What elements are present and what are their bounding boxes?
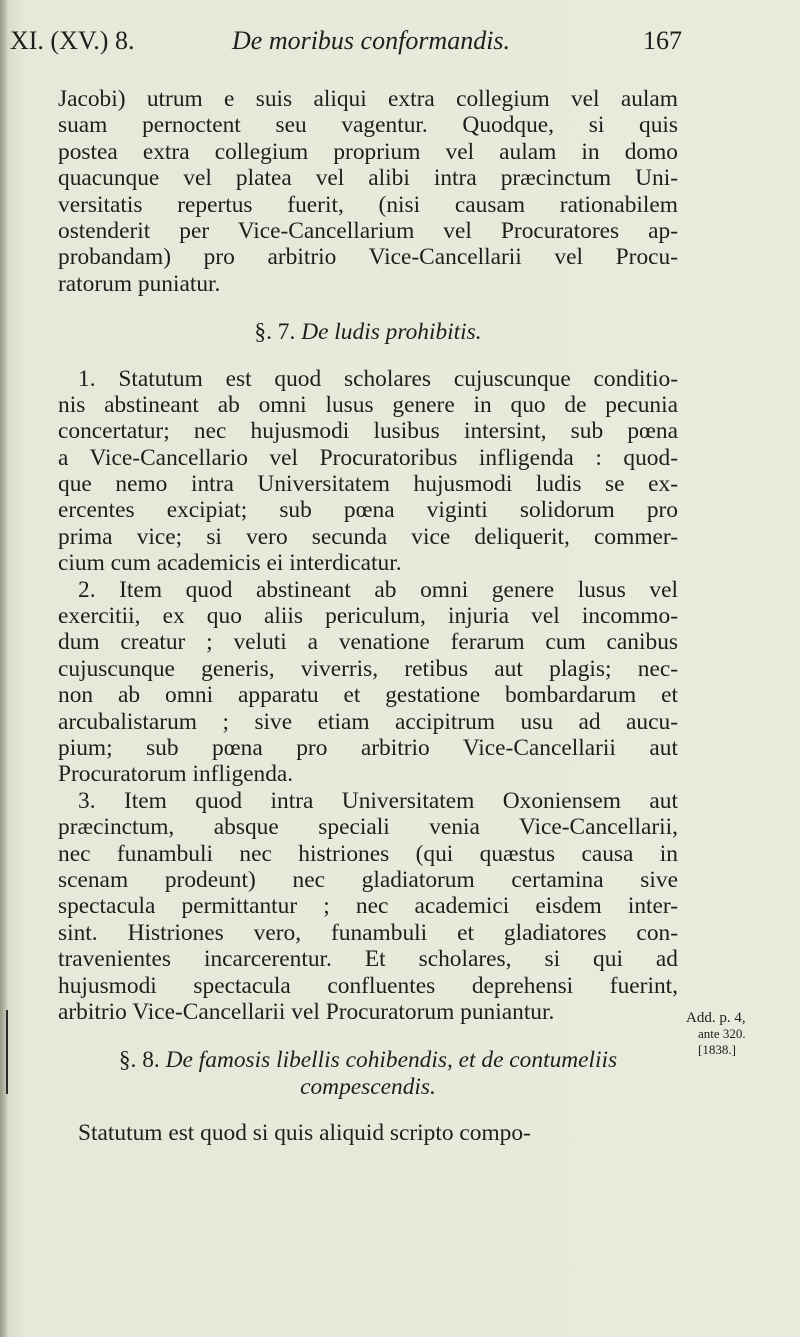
- text-line: nec funambuli nec histriones (qui quæstus causa in: [58, 840, 678, 867]
- section-8-title-continued: compescendis.: [300, 1073, 436, 1100]
- text-line: 2. Item quod abstineant ab omni genere lusus vel: [78, 576, 678, 603]
- margin-note: [686, 1010, 746, 1058]
- text-line: Jacobi) utrum e suis aliqui extra collegium vel aulam: [58, 86, 678, 112]
- text-line: quacunque vel platea vel alibi intra præcinctum Uni-: [58, 165, 678, 192]
- text-line: ostenderit per Vice-Cancellarium vel Procuratores ap-: [58, 217, 678, 244]
- text-line: dum creatur ; veluti a venatione ferarum cum canibus: [58, 629, 678, 656]
- header-running-title: De moribus conformandis.: [232, 26, 511, 55]
- text-line: versitatis repertus fuerit, (nisi causam rationabilem: [58, 191, 678, 218]
- text-line: Procuratorum infligenda.: [58, 761, 294, 788]
- text-line: que nemo intra Universitatem hujusmodi ludis se ex-: [58, 471, 678, 498]
- section-8-heading: [58, 1047, 678, 1073]
- text-line: cujuscunque generis, viverris, retibus aut plagis; nec-: [58, 655, 678, 682]
- text-line: ercentes excipiat; sub pœna viginti solidorum pro: [58, 497, 678, 524]
- section-7-number: §. 7.: [254, 319, 296, 346]
- text-line: postea extra collegium proprium vel aulam in domo: [58, 138, 678, 165]
- gutter-shadow: [0, 0, 8, 1337]
- text-line: cium cum academicis ei interdicatur.: [58, 550, 402, 577]
- section-8-body: [58, 1120, 678, 1146]
- header-section-ref: XI. (XV.) 8.: [10, 26, 135, 55]
- text-line: sint. Histriones vero, funambuli et gladiatores con-: [58, 919, 678, 946]
- text-line: suam pernoctent seu vagentur. Quodque, si quis: [58, 112, 678, 139]
- text-line: hujusmodi spectacula confluentes deprehensi fuerint,: [58, 972, 678, 999]
- text-line: non ab omni apparatu et gestatione bombardarum et: [58, 682, 678, 709]
- margin-note-line: ante 320.: [698, 1026, 746, 1041]
- text-line: nis abstineant ab omni lusus genere in quo de pecunia: [58, 391, 678, 418]
- text-line: 3. Item quod intra Universitatem Oxoniensem aut: [78, 787, 678, 814]
- section-7-body: [58, 366, 678, 1026]
- text-line: arcubalistarum ; sive etiam accipitrum usu ad aucu-: [58, 708, 678, 735]
- section-7-heading: [58, 319, 678, 345]
- text-line: pium; sub pœna pro arbitrio Vice-Cancellarii aut: [58, 734, 678, 761]
- margin-note-line: Add. p. 4,: [686, 1010, 746, 1026]
- text-line: travenientes incarcerentur. Et scholares, si qui ad: [58, 946, 678, 973]
- text-line: probandam) pro arbitrio Vice-Cancellarii vel Procu-: [58, 244, 678, 271]
- margin-note-line: [1838.]: [698, 1042, 736, 1057]
- section-8-number: §. 8.: [118, 1047, 160, 1074]
- text-line: Statutum est quod si quis aliquid scripto compo-: [78, 1120, 531, 1147]
- text-line: præcinctum, absque speciali venia Vice-Cancellarii,: [58, 814, 678, 841]
- text-line: exercitii, ex quo aliis periculum, injuria vel incommo-: [58, 603, 678, 630]
- margin-rule: [6, 1010, 8, 1094]
- text-line: concertatur; nec hujusmodi lusibus intersint, sub pœna: [58, 418, 678, 445]
- section-8-title: De famosis libellis cohibendis, et de contumeliis: [165, 1047, 618, 1074]
- text-line: prima vice; si vero secunda vice deliquerit, commer-: [58, 523, 678, 550]
- section-7-title: De ludis prohibitis.: [301, 319, 482, 346]
- text-line: ratorum puniatur.: [58, 270, 221, 297]
- body-text: [58, 86, 678, 1146]
- running-header: [10, 26, 682, 66]
- text-line: arbitrio Vice-Cancellarii vel Procuratorum puniantur.: [58, 998, 555, 1025]
- text-line: 1. Statutum est quod scholares cujuscunque conditio-: [78, 365, 678, 392]
- header-page-number: 167: [643, 26, 682, 55]
- text-line: spectacula permittantur ; nec academici eisdem inter-: [58, 893, 678, 920]
- paragraph-continuation: [58, 86, 678, 297]
- text-line: scenam prodeunt) nec gladiatorum certamina sive: [58, 866, 678, 893]
- text-line: a Vice-Cancellario vel Procuratoribus infligenda : quod-: [58, 444, 678, 471]
